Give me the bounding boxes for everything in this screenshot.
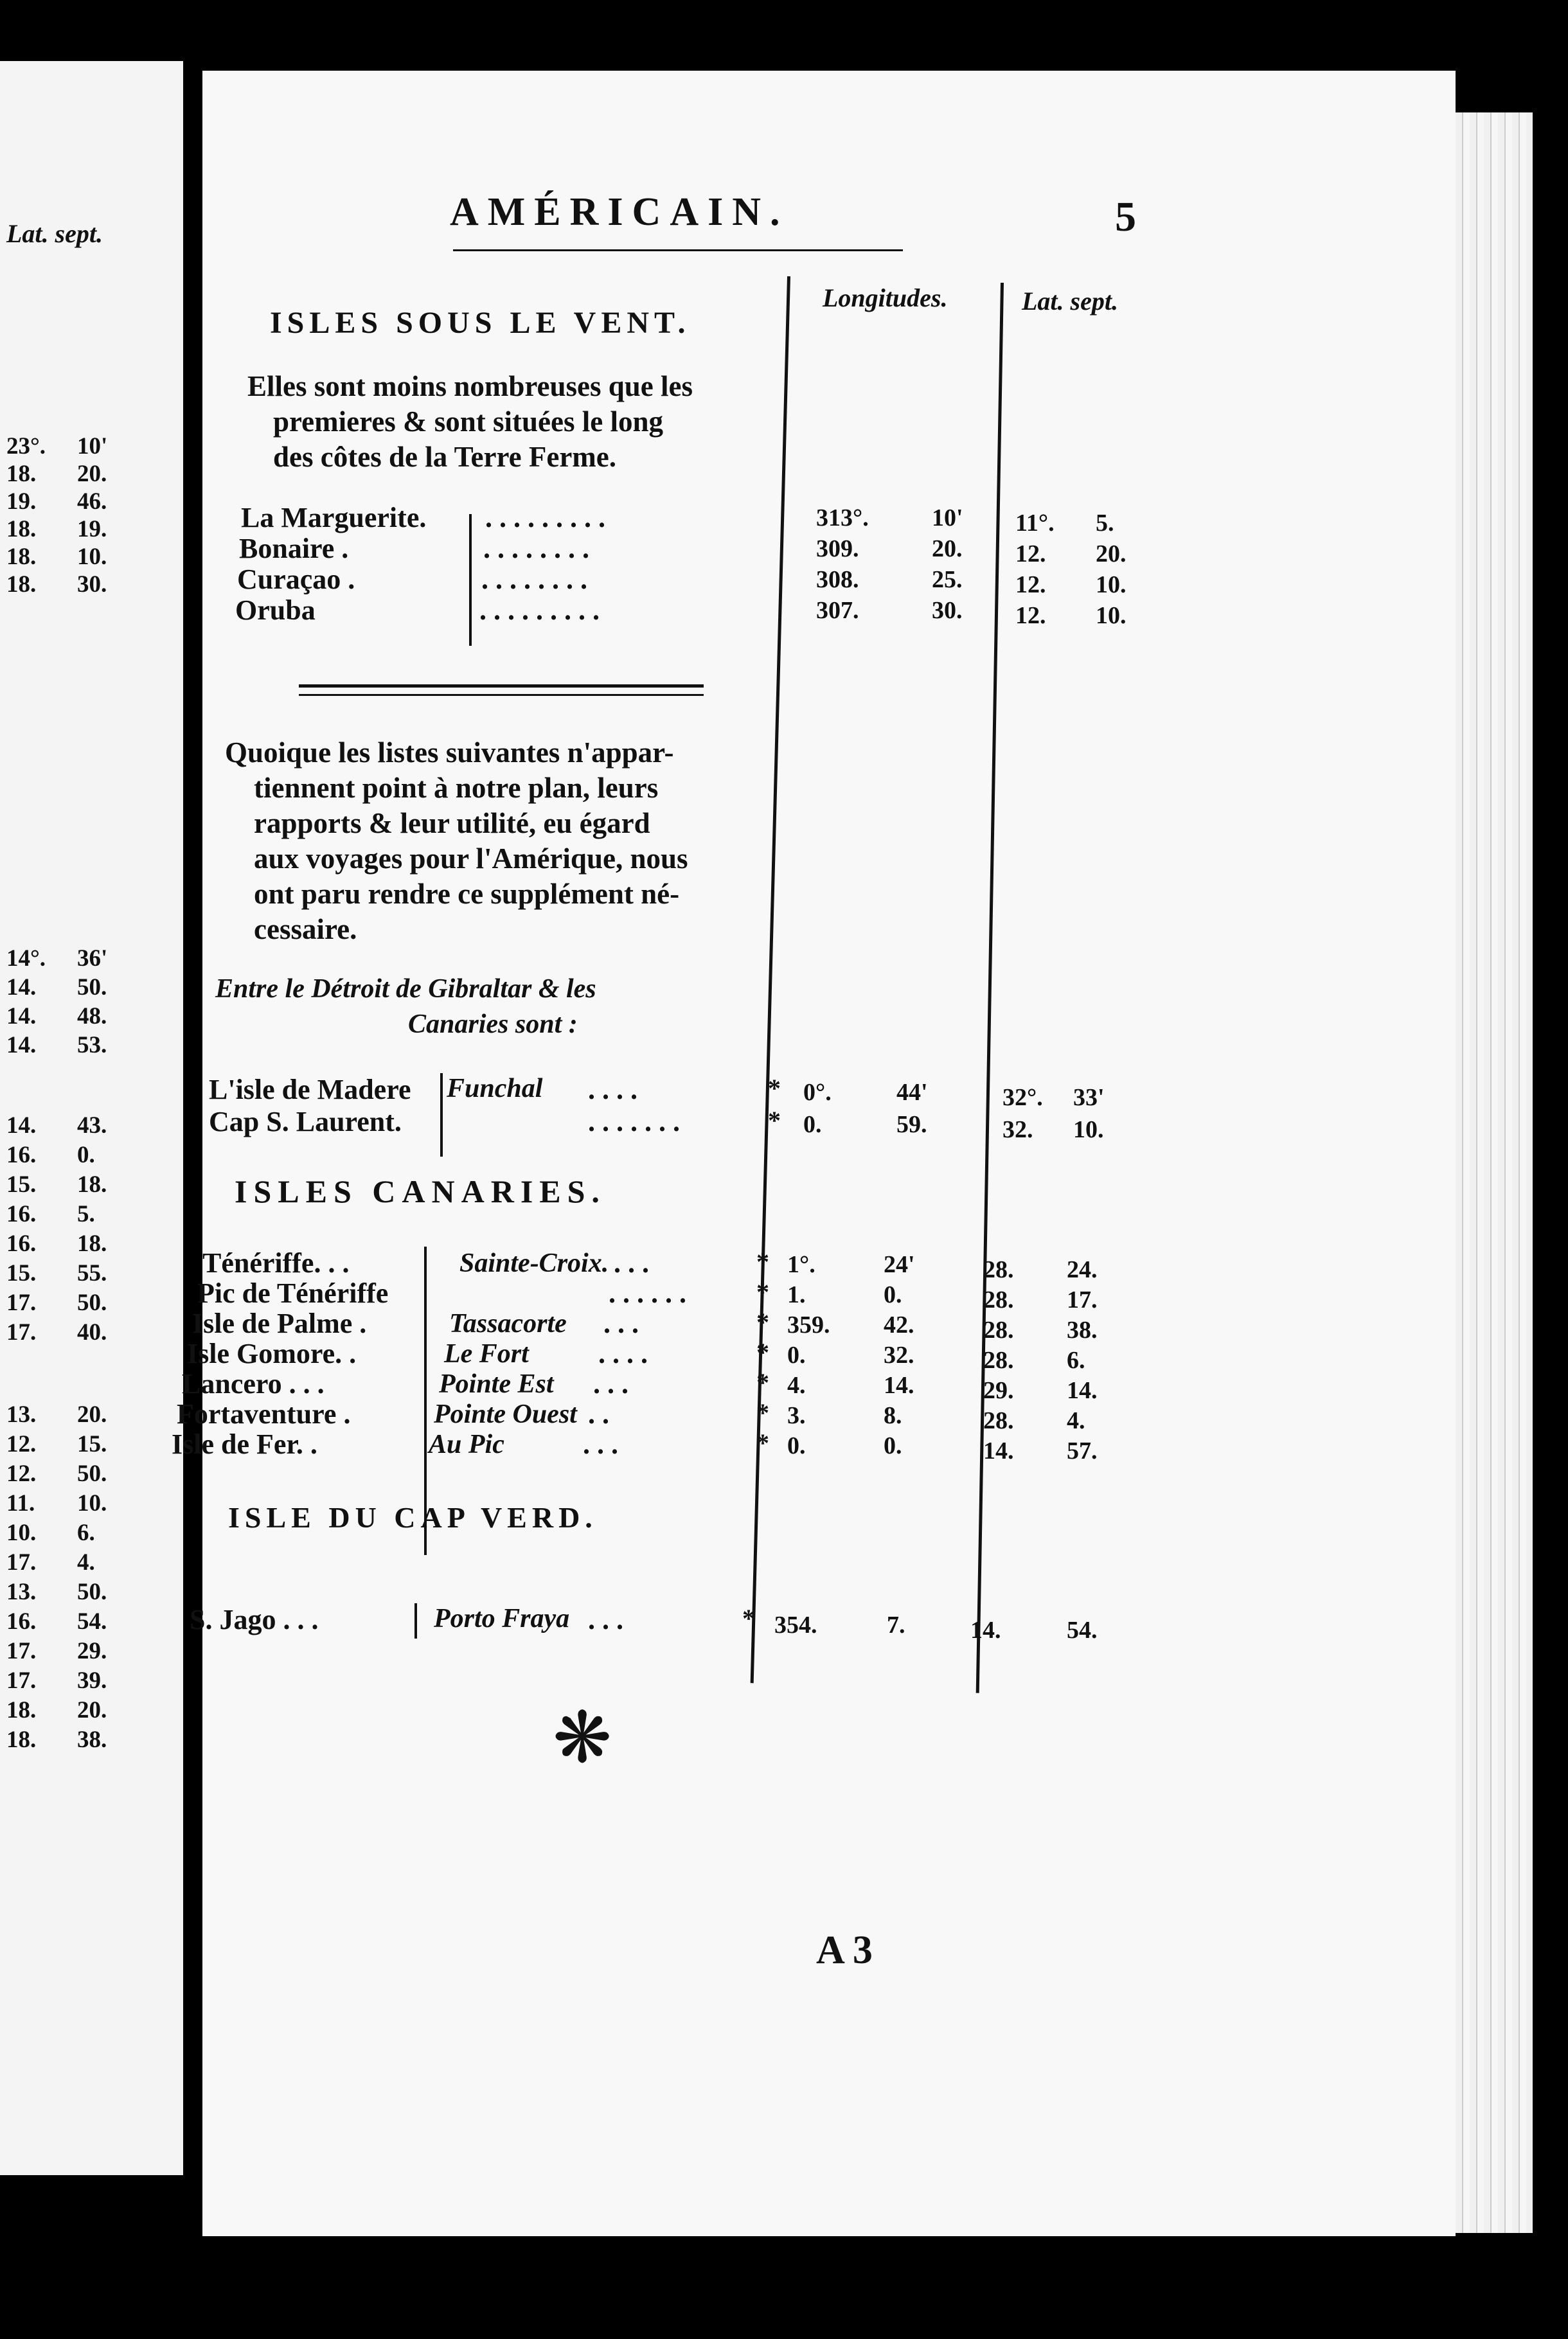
latitude-minutes: 33' — [1073, 1084, 1105, 1111]
latitude-minutes: 5. — [1096, 510, 1114, 537]
section-heading-isles-sous-le-vent: ISLES SOUS LE VENT. — [270, 306, 691, 340]
leader-dots: . . . — [603, 1308, 639, 1339]
facing-lat-min: 53. — [77, 1032, 107, 1058]
facing-lat-deg: 13. — [6, 1579, 37, 1605]
facing-lat-min: 40. — [77, 1319, 107, 1346]
latitude-degrees: 28. — [983, 1347, 1014, 1374]
latitude-minutes: 24. — [1067, 1256, 1098, 1283]
latitude-degrees: 28. — [983, 1286, 1014, 1313]
facing-lat-deg: 17. — [6, 1549, 37, 1576]
leader-dots: . . . — [583, 1428, 618, 1460]
latitude-minutes: 4. — [1067, 1407, 1085, 1434]
leader-dots: . . . . . . . — [588, 1106, 680, 1137]
note-line: Quoique les listes suivantes n'appar- — [225, 736, 674, 769]
header-rule — [453, 249, 903, 251]
name-divider — [414, 1603, 417, 1639]
section-rule — [299, 694, 704, 696]
facing-lat-min: 0. — [77, 1142, 95, 1168]
facing-lat-min: 20. — [77, 1401, 107, 1428]
longitude-minutes: 20. — [932, 535, 963, 562]
place-name: Porto Fraya — [434, 1604, 570, 1633]
facing-lat-deg: 16. — [6, 1142, 37, 1168]
note-line: cessaire. — [254, 913, 357, 945]
latitude-degrees: 32. — [1002, 1116, 1033, 1143]
facing-lat-deg: 18. — [6, 544, 37, 570]
page-edges — [1456, 112, 1533, 2233]
island-name: Bonaire . — [239, 533, 349, 564]
facing-lat-deg: 12. — [6, 1461, 37, 1487]
facing-lat-deg: 18. — [6, 1727, 37, 1753]
column-divider-left — [751, 276, 790, 1683]
leader-dots: . . . . — [588, 1074, 637, 1105]
latitude-column-head: Lat. sept. — [1022, 287, 1118, 316]
longitude-degrees: 354. — [774, 1612, 817, 1639]
facing-lat-deg: 17. — [6, 1319, 37, 1346]
longitude-degrees: 0. — [803, 1111, 822, 1138]
facing-lat-min: 10. — [77, 1490, 107, 1516]
leader-dots: . . — [588, 1398, 609, 1430]
longitude-degrees: 0°. — [803, 1079, 832, 1106]
leader-dots: . . . — [614, 1247, 649, 1279]
longitude-column-head: Longitudes. — [823, 283, 948, 312]
facing-page — [0, 61, 183, 2175]
facing-lat-min: 15. — [77, 1431, 107, 1457]
longitude-degrees: 308. — [816, 566, 859, 593]
latitude-minutes: 54. — [1067, 1617, 1098, 1644]
leader-dots: . . . — [593, 1368, 628, 1400]
facing-lat-deg: 14°. — [6, 945, 46, 972]
facing-lat-min: 4. — [77, 1549, 95, 1576]
facing-lat-deg: 18. — [6, 571, 37, 598]
facing-lat-deg: 13. — [6, 1401, 37, 1428]
facing-lat-deg: 14. — [6, 1003, 37, 1029]
longitude-minutes: 10' — [932, 504, 963, 531]
latitude-minutes: 10. — [1096, 602, 1127, 629]
leader-dots: . . . . . . . . — [483, 533, 589, 564]
facing-lat-min: 55. — [77, 1260, 107, 1286]
facing-lat-deg: 17. — [6, 1290, 37, 1316]
leader-dots: . . . . . . . . . — [485, 502, 605, 533]
longitude-degrees: 1°. — [787, 1251, 815, 1278]
place-name: Sainte-Croix. — [459, 1249, 609, 1278]
island-name: Ténériffe. . . — [202, 1247, 350, 1279]
island-name: Lancero . . . — [182, 1368, 325, 1400]
latitude-minutes: 57. — [1067, 1437, 1098, 1464]
facing-lat-min: 36' — [77, 945, 108, 972]
facing-lat-deg: 16. — [6, 1201, 37, 1227]
facing-lat-deg: 15. — [6, 1171, 37, 1198]
facing-lat-deg: 16. — [6, 1608, 37, 1635]
facing-lat-min: 46. — [77, 488, 107, 515]
signature-mark: A 3 — [816, 1928, 873, 1972]
facing-lat-deg: 19. — [6, 488, 37, 515]
facing-lat-min: 29. — [77, 1638, 107, 1664]
place-name: Le Fort — [444, 1339, 529, 1369]
intro-line: Elles sont moins nombreuses que les — [247, 370, 693, 402]
longitude-degrees: 0. — [787, 1432, 806, 1459]
latitude-degrees: 28. — [983, 1317, 1014, 1344]
leader-dots: . . . . . . . . . — [479, 594, 600, 626]
facing-lat-deg: 18. — [6, 1697, 37, 1723]
facing-lat-min: 20. — [77, 1697, 107, 1723]
place-name: Tassacorte — [449, 1309, 567, 1338]
leader-dots: . . . . . . . . — [481, 564, 587, 595]
leader-dots: . . . . . . — [609, 1277, 686, 1309]
star-mark: * — [756, 1247, 769, 1276]
facing-lat-min: 50. — [77, 1290, 107, 1316]
leader-dots: . . . — [588, 1604, 623, 1635]
longitude-degrees: 0. — [787, 1342, 806, 1369]
page-number: 5 — [1115, 193, 1136, 240]
island-name: Oruba — [235, 594, 316, 626]
facing-lat-deg: 14. — [6, 974, 37, 1001]
island-name: Curaçao . — [237, 564, 355, 595]
latitude-degrees: 11°. — [1015, 510, 1055, 537]
longitude-minutes: 44' — [896, 1079, 928, 1106]
gibraltar-heading-cont: Canaries sont : — [408, 1009, 578, 1039]
facing-lat-min: 48. — [77, 1003, 107, 1029]
printer-ornament: ❋ — [553, 1699, 612, 1777]
place-name: Pointe Ouest — [434, 1400, 577, 1429]
facing-lat-deg: 17. — [6, 1668, 37, 1694]
island-name: Isle de Fer. . — [172, 1428, 317, 1460]
facing-lat-deg: 11. — [6, 1490, 35, 1516]
facing-lat-deg: 14. — [6, 1032, 37, 1058]
note-line: tiennent point à notre plan, leurs — [254, 772, 659, 804]
star-mark: * — [756, 1338, 769, 1367]
latitude-minutes: 20. — [1096, 540, 1127, 567]
facing-lat-min: 38. — [77, 1727, 107, 1753]
latitude-minutes: 10. — [1096, 571, 1127, 598]
star-mark: * — [768, 1106, 781, 1135]
longitude-minutes: 0. — [884, 1281, 902, 1308]
star-mark: * — [756, 1368, 769, 1397]
island-name: Isle Gomore. . — [187, 1338, 357, 1369]
latitude-minutes: 14. — [1067, 1377, 1098, 1404]
running-title: AMÉRICAIN. — [450, 190, 789, 234]
section-rule — [299, 684, 704, 688]
facing-lat-min: 5. — [77, 1201, 95, 1227]
island-name: L'isle de Madere — [209, 1074, 411, 1105]
star-mark: * — [768, 1074, 781, 1103]
island-name: Fortaventure . — [177, 1398, 351, 1430]
name-divider — [469, 514, 472, 646]
facing-lat-min: 50. — [77, 974, 107, 1001]
name-divider — [440, 1073, 443, 1157]
longitude-minutes: 24' — [884, 1251, 915, 1278]
longitude-minutes: 32. — [884, 1342, 914, 1369]
facing-lat-deg: 17. — [6, 1638, 37, 1664]
facing-lat-min: 10. — [77, 544, 107, 570]
place-name: Pointe Est — [439, 1369, 554, 1399]
facing-lat-deg: 18. — [6, 516, 37, 542]
facing-lat-min: 18. — [77, 1171, 107, 1198]
facing-lat-deg: 23°. — [6, 433, 46, 459]
longitude-degrees: 307. — [816, 597, 859, 624]
note-line: aux voyages pour l'Amérique, nous — [254, 842, 688, 875]
star-mark: * — [756, 1398, 769, 1427]
latitude-degrees: 12. — [1015, 571, 1046, 598]
latitude-degrees: 14. — [970, 1617, 1001, 1644]
facing-lat-min: 50. — [77, 1579, 107, 1605]
longitude-degrees: 313°. — [816, 504, 869, 531]
longitude-degrees: 3. — [787, 1402, 806, 1429]
star-mark: * — [742, 1604, 755, 1633]
book-gutter — [183, 61, 202, 2175]
longitude-minutes: 59. — [896, 1111, 927, 1138]
intro-line: premieres & sont situées le long — [273, 405, 664, 438]
latitude-degrees: 12. — [1015, 540, 1046, 567]
place-name: Funchal — [447, 1074, 543, 1103]
longitude-degrees: 359. — [787, 1312, 830, 1338]
gibraltar-heading: Entre le Détroit de Gibraltar & les — [215, 974, 596, 1004]
facing-lat-deg: 15. — [6, 1260, 37, 1286]
intro-line: des côtes de la Terre Ferme. — [273, 441, 617, 473]
longitude-minutes: 25. — [932, 566, 963, 593]
latitude-minutes: 17. — [1067, 1286, 1098, 1313]
facing-lat-min: 39. — [77, 1668, 107, 1694]
longitude-minutes: 7. — [887, 1612, 905, 1639]
longitude-minutes: 0. — [884, 1432, 902, 1459]
place-name: Au Pic — [429, 1430, 504, 1459]
latitude-degrees: 28. — [983, 1407, 1014, 1434]
facing-lat-deg: 18. — [6, 461, 37, 487]
facing-lat-min: 30. — [77, 571, 107, 598]
latitude-degrees: 29. — [983, 1377, 1014, 1404]
latitude-degrees: 12. — [1015, 602, 1046, 629]
facing-lat-min: 18. — [77, 1231, 107, 1257]
latitude-degrees: 28. — [983, 1256, 1014, 1283]
facing-lat-min: 54. — [77, 1608, 107, 1635]
star-mark: * — [756, 1277, 769, 1306]
facing-lat-min: 20. — [77, 461, 107, 487]
island-name: La Marguerite. — [241, 502, 427, 533]
longitude-minutes: 42. — [884, 1312, 914, 1338]
facing-lat-deg: 12. — [6, 1431, 37, 1457]
island-name: S. Jago . . . — [190, 1604, 319, 1635]
star-mark: * — [756, 1428, 769, 1457]
latitude-minutes: 6. — [1067, 1347, 1085, 1374]
facing-lat-deg: 16. — [6, 1231, 37, 1257]
island-name: Pic de Ténériffe — [197, 1277, 389, 1309]
latitude-minutes: 38. — [1067, 1317, 1098, 1344]
note-line: ont paru rendre ce supplément né- — [254, 878, 680, 910]
facing-lat-min: 6. — [77, 1520, 95, 1546]
longitude-degrees: 4. — [787, 1372, 806, 1399]
island-name: Cap S. Laurent. — [209, 1106, 402, 1137]
column-divider-right — [976, 283, 1004, 1693]
latitude-minutes: 10. — [1073, 1116, 1104, 1143]
note-line: rapports & leur utilité, eu égard — [254, 807, 650, 839]
latitude-degrees: 14. — [983, 1437, 1014, 1464]
longitude-minutes: 30. — [932, 597, 963, 624]
star-mark: * — [756, 1308, 769, 1337]
island-name: Isle de Palme . — [192, 1308, 367, 1339]
leader-dots: . . . . — [598, 1338, 648, 1369]
latitude-degrees: 32°. — [1002, 1084, 1043, 1111]
facing-lat-min: 50. — [77, 1461, 107, 1487]
section-heading-isles-canaries: ISLES CANARIES. — [235, 1173, 606, 1209]
longitude-minutes: 8. — [884, 1402, 902, 1429]
facing-lat-min: 43. — [77, 1112, 107, 1139]
longitude-degrees: 309. — [816, 535, 859, 562]
longitude-degrees: 1. — [787, 1281, 806, 1308]
facing-page-column-head: Lat. sept. — [6, 219, 103, 248]
facing-lat-deg: 14. — [6, 1112, 37, 1139]
section-heading-isle-du-cap-verd: ISLE DU CAP VERD. — [228, 1501, 598, 1534]
facing-lat-deg: 10. — [6, 1520, 37, 1546]
facing-lat-min: 10' — [77, 433, 108, 459]
book-page — [172, 71, 1456, 2236]
facing-lat-min: 19. — [77, 516, 107, 542]
longitude-minutes: 14. — [884, 1372, 914, 1399]
